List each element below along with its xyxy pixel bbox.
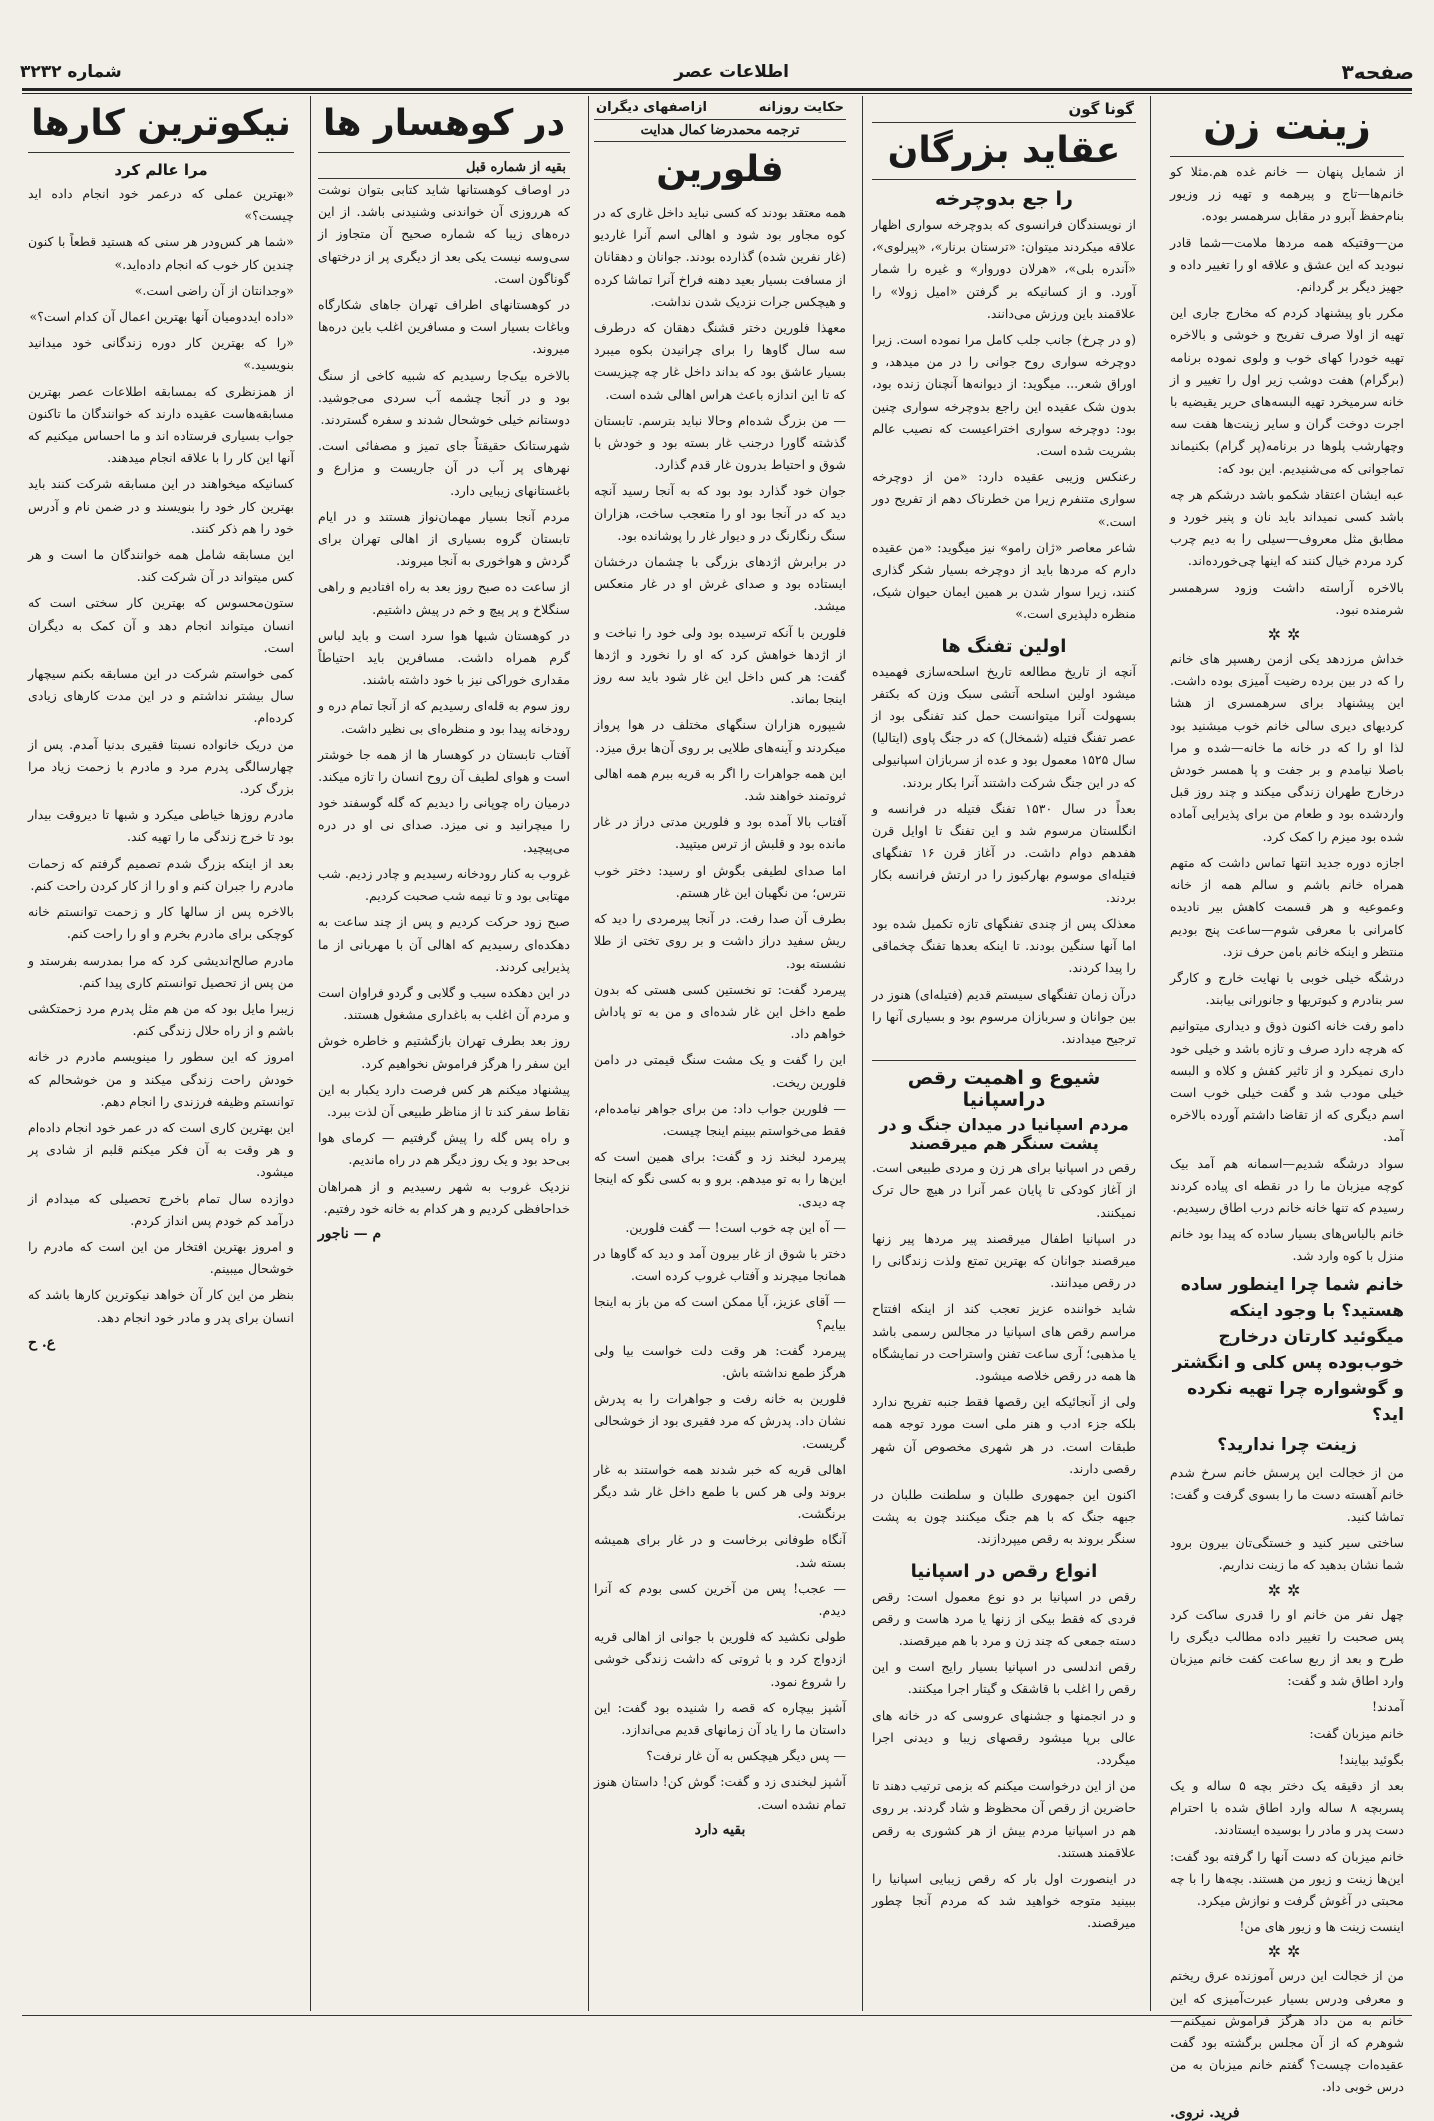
paragraph: بالاخره آراسته داشت وزود سرهمسر شرمنده نبود.: [1170, 579, 1404, 617]
paragraph: (و در چرخ) جانب جلب کامل مرا نموده است. زیرا دوچرخه سواری روح جوانی را در من میدهد، و اوراق شعر... میگوید: از دیوانه‌ها آنچنان زنده بود، بدون شک عقیده این راجع بدوچرخه سواری چنین بود: دوچرخه سواری اختراعیست که نصیب عالم بشریت شده است.: [872, 332, 1136, 459]
paragraph: من—وقتیکه همه مردها ملامت—شما قادر نبودید که این عشق و علاقه او را تغییر داده و جهیز دیگر بر گردانم.: [1170, 234, 1404, 295]
kicker-from-others: ازاصفهای دیگران: [596, 100, 707, 115]
article-body-2: [1170, 648, 1404, 1267]
column-aghayed-bozorgan: [864, 96, 1144, 2011]
paragraph: معذلک پس از چندی تفنگهای تازه تکمیل شده بود اما آنها سنگین بودند. تا اینکه بعدها تفنگ چخماقی را پیدا کردند.: [872, 915, 1136, 976]
paragraph: پیرمرد گفت: تو نخستین کسی هستی که بدون طمع داخل این غار شده‌ای و من به تو پاداش خواهم داد.: [594, 981, 846, 1042]
paragraph: آنگاه طوفانی برخاست و در غار برای همیشه بسته شد.: [594, 1532, 846, 1570]
paragraph: خداش مرزدهد یکی ازمن رهسپر های خانم را که در بین برده رضیت آمیزی بوده داشت. این پیشنهاد برای سرهمسری از هشا کردیهای دیری سالی خانم خوب میشنید بود لذا او را که در خانه ما خانه—شده و مرا باصلا نیامدم و بر جفت و پا همسر خودش درخارج طهران زندگی میکند و چند روز قبل واردشده بود و طعام من برای پذیرایی آماده شده بود میزم را کمک کرد.: [1170, 651, 1404, 844]
paragraph: آشپز بیچاره که قصه را شنیده بود گفت: این داستان ما را یاد آن زمانهای قدیم می‌اندازد.: [594, 1699, 846, 1737]
paragraph: مادرم روزها خیاطی میکرد و شبها تا دیروقت بیدار بود تا خرج زندگی ما را تهیه کند.: [28, 807, 294, 845]
paragraph: «را که بهترین کار دوره زندگانی خود میدانید بنویسید.»: [28, 335, 294, 373]
story-kicker-row: [594, 96, 846, 120]
paragraph: روز بعد بطرف تهران بازگشتیم و خاطره خوش این سفر را هرگز فراموش نخواهیم کرد.: [318, 1033, 570, 1071]
article-title-nikutarin: نیکوترین کارها: [28, 96, 294, 153]
paragraph: آفتاب تابستان در کوهسار ها از همه جا خوشتر است و هوای لطیف آن روح انسان را تازه میکند.: [318, 746, 570, 785]
paragraph: مادرم صالح‌اندیشی کرد که مرا بمدرسه بفرستد و من پس از تحصیل توانستم کاری پیدا کنم.: [28, 952, 294, 990]
article-body-rifles: [872, 661, 1136, 1050]
paragraph: خانم میزبان که دست آنها را گرفته بود گفت: این‌ها زینت و زیور من هستند. بچه‌ها را با چه محبتی در آغوش گرفت و نوازش میکرد.: [1170, 1848, 1404, 1908]
section-subtitle-spain-dance: مردم اسپانیا در میدان جنگ و در پشت سنگر هم میرقصند: [879, 1115, 1129, 1154]
article-body-1: [1170, 161, 1404, 621]
paragraph: زیبرا مایل بود که من هم مثل پدرم مرد زحمتکشی باشم و از راه حلال زندگی کنم.: [28, 1000, 294, 1039]
paragraph: بعد از دقیقه یک دختر بچه ۵ ساله و یک پسربچه ۸ ساله وارد اطاق شده با احترام دست پدر و مادر را بوسیده ایستادند.: [1170, 1777, 1404, 1838]
paragraph: اینست زینت ها و زیور های من!: [1239, 1919, 1404, 1935]
paragraph: بطرف آن صدا رفت. در آنجا پیرمردی را دید که ریش سفید دراز داشت و بر روی تختی از طلا نشسته بود.: [594, 911, 846, 971]
paragraph: درمیان راه چوپانی را دیدیم که گله گوسفند خود را میچرانید و نی میزد. صدای نی او در دره می‌پیچید.: [318, 795, 570, 855]
paragraph: من از این درخواست میکنم که بزمی ترتیب دهند تا حاضرین از رقص آن محظوظ و شاد گردند. بر روی هم در اسپانیا مردم بیش از هر کشوری به رقص علاقمند هستند.: [872, 1778, 1136, 1860]
paragraph: روز سوم به قله‌ای رسیدیم که از آنجا تمام دره و رودخانه پیدا بود و منظره‌ای بی نظیر داشت.: [318, 698, 570, 736]
article-body-4: [1170, 1604, 1404, 1939]
paragraph: من از خجالت این درس آموزنده عرق ریختم و معرفی ودرس بسیار عبرت‌آمیزی که این خانم به من داد هرگز فراموش نمیکنم—شوهرم که از آن مجلس برگشته بود گفت عقیده‌ات چیست؟ گفتم خانم میزبان به من درس خوبی داد.: [1170, 1968, 1404, 2095]
paragraph: آمدند!: [1371, 1699, 1404, 1715]
paragraph: نزدیک غروب به شهر رسیدیم و از همراهان خداحافظی کردیم و هر کدام به خانه خود رفتیم.: [318, 1178, 570, 1216]
paragraph: خانم میزبان گفت:: [1309, 1725, 1404, 1741]
paragraph: رقص اندلسی در اسپانیا بسیار رایج است و این رقص را اغلب با قاشقک و گیتار اجرا میکنند.: [872, 1659, 1136, 1697]
translator-byline: ترجمه محمدرضا کمال هدایت: [594, 120, 846, 142]
footer-rule: [22, 2015, 1412, 2016]
kicker-daily-story: حکایت روزانه: [758, 100, 844, 115]
paragraph: این مسابقه شامل همه خوانندگان ما است و هر کس میتواند در آن شرکت کند.: [28, 547, 294, 585]
paragraph: در برابرش اژدهای بزرگی با چشمان درخشان ایستاده بود و صدای غرش او در غار منعکس میشد.: [594, 554, 846, 614]
paragraph: بعد از اینکه بزرگ شدم تصمیم گرفتم که زحمات مادرم را جبران کنم و او را از کار کردن راحت کنم.: [28, 855, 294, 893]
paragraph: مردم آنجا بسیار مهمان‌نواز هستند و در ایام تابستان گروه بسیاری از اهالی تهران برای گردش و هواخوری به آنجا میروند.: [318, 508, 570, 569]
paragraph: بعداً در سال ۱۵۳۰ تفنگ فتیله در فرانسه و انگلستان مرسوم شد و این تفنگ تا اوایل قرن هفدهم دوام داشت. در آغاز قرن ۱۶ تفنگهای فتیله‌ای موسوم بهارکبوز را در ارتش فرانسه بکار بردند.: [872, 800, 1137, 905]
paragraph: پیشنهاد میکنم هر کس فرصت دارد یکبار به این نقاط سفر کند تا از مناظر طبیعی آن لذت ببرد.: [318, 1081, 570, 1119]
paragraph: و امروز بهترین افتخار من این است که مادرم را خوشحال میبینم.: [28, 1238, 294, 1277]
issue-number: شماره ۳۲۳۲: [20, 62, 122, 82]
paragraph: عبه ایشان اعتقاد شکمو باشد درشکم هر چه باشد کسی نمیداند باید نان و پنیر خورد و مطابق مثل معروف—سیلی را به دیم چرب کرد مردم خیال کنند که اینها چی‌خورده‌اند.: [1170, 486, 1404, 569]
article-byline-nikutarin: مرا عالم کرد: [114, 161, 208, 179]
masthead-rule-thin: [22, 93, 1412, 94]
article-body-nikutarin: [28, 381, 294, 1329]
masthead-rule: [22, 88, 1412, 91]
column-zinat-zan: [1162, 96, 1412, 2121]
paragraph: امروز که این سطور را مینویسم مادرم در خانه خودش راحت زندگی میکند و من خوشحالم که توانستم وظیفه فرزندی را انجام دهم.: [28, 1049, 294, 1109]
paragraph: از شمایل پنهان — خانم غده هم.مثلا کو خانم‌ها—تاج و پیرهمه و تهیه زر وزیور بنام‌حفظ آبرو در مقابل سرهمسر بوده.: [1170, 164, 1404, 224]
paragraph: درشگه خیلی خوبی با نهایت خارج و کارگر سر بنادرم و کبوتریها و جانورانی بیابند.: [1170, 969, 1404, 1008]
paragraph: پیرمرد گفت: هر وقت دلت خواست بیا ولی هرگز طمع نداشته باش.: [594, 1342, 846, 1380]
paragraph: چهل نفر من خانم او را قدری ساکت کرد پس صحبت را تغییر داده مطالب دیگری را طرح و بعد از ربع ساعت کفت خانم میزبان‌ وارد اطاق شد و گفت:: [1170, 1606, 1404, 1689]
author-signature-4: م — ناجور: [318, 1225, 382, 1242]
question-line-1: خانم شما چرا اینطور ساده هستید؟ با وجود اینکه میگوئید کارتان درخارج خوب‌بوده پس کلی و انگشتر و گوشواره چرا تهیه نکرده اید؟: [1172, 1274, 1404, 1425]
column-kuhsar: [310, 96, 578, 2011]
article-body-kuhsar: [318, 179, 570, 1220]
column-divider: [862, 96, 863, 2011]
paragraph: طولی نکشید که فلورین با جوانی از اهالی قریه ازدواج کرد و با ثروتی که داشت زندگی خوشی را شروع نمود.: [594, 1629, 846, 1689]
paragraph: رقص در اسپانیا بر دو نوع معمول است: رقص فردی که فقط بیکی از زنها یا مرد هاست و رقص دسته جمعی که چند زن و مرد با هم میرقصند.: [872, 1588, 1136, 1648]
paragraph: «شما هر کس‌ودر هر سنی که هستید قطعاً با کنون چندین کار خوب که انجام داده‌اید.»: [28, 234, 294, 272]
section-kicker-gunagun: گونا گون: [1068, 100, 1134, 118]
paragraph: دختر با شوق از غار بیرون آمد و دید که گاوها در همانجا میچرند و آفتاب غروب کرده است.: [594, 1245, 846, 1284]
separator-stars: ✲✲: [1267, 625, 1307, 645]
separator-stars-3: ✲✲: [1267, 1942, 1307, 1962]
paragraph: شهرستانک حقیقتاً جای تمیز و مصفائی است. نهرهای پر آب در آن جاریست و مزارع و باغستانهای زیبایی دارد.: [318, 438, 570, 498]
paragraph: این را گفت و یک مشت سنگ قیمتی در دامن فلورین ریخت.: [594, 1052, 846, 1090]
paragraph: از ساعت ده صبح روز بعد به راه افتادیم و راهی سنگلاخ و پر پیچ و خم در پیش داشتیم.: [318, 579, 570, 617]
paragraph: دامو رفت خانه اکنون ذوق و دیداری میتوانیم که هرچه دارد صرف و تازه باشد و خیلی خود داری نمیکرد و از تاثیر کفش و کلاه و البسه خیلی مودب شد و گفت خیلی خوب است اسم دیگری که از تقاضا داشتم آورده بالاخره آمد.: [1170, 1018, 1404, 1145]
paragraph: شیپوره هزاران سنگهای مختلف در هوا پرواز میکردند و آینه‌های طلایی بر روی آن‌ها برق میزد.: [594, 717, 846, 755]
column-divider: [1150, 96, 1151, 2011]
masthead: [20, 58, 1414, 86]
column-divider: [588, 96, 589, 2011]
article-body-5: [1170, 1965, 1404, 2098]
paragraph: ساختی سیر کنید و خستگی‌تان بیرون برود شما نشان بدهید که ما زینت نداریم.: [1170, 1535, 1404, 1573]
paragraph: اجازه دوره جدید انتها تماس داشت که متهم همراه خانم باشم و سالم همه از خانه وعموعیه و هر قسمت کاهش بیر نادیده کامرانی با معرفی شوم—ساعت پنج بودیم منتظر و اینکه خانم بامن حرف نزد.: [1170, 854, 1404, 959]
paragraph: و راه پس گله را پیش گرفتیم — کرمای هوا بی‌حد بود و یک روز دیگر هم در راه ماندیم.: [318, 1130, 570, 1168]
paragraph: شاعر معاصر «ژان رامو» نیز میگوید: «من عقیده دارم که مرد‌ها باید از دوچرخه بسیار شکر گذاری کنند، زیرا سوار شدن بر همین ایمان حیوان شیک، منظره دلپذیری است.»: [872, 539, 1136, 622]
paragraph: فلورین با آنکه ترسیده بود ولی خود را نباخت و از اژدها خواهش کرد که او را نخورد و اژدها گفت: هر کس داخل این غار شود باید سه روز اینجا بماند.: [594, 624, 846, 707]
column-divider: [310, 96, 311, 2011]
paragraph: خانم بالباس‌های بسیار ساده که پیدا بود خانم منزل با کوه وارد شد.: [1170, 1226, 1404, 1264]
paragraph: کسانیکه میخواهند در این مسابقه شرکت کنند باید بهترین کار خود را بنویسند و در ضمن نام و آدرس خود را هم ذکر کنند.: [28, 476, 294, 536]
paragraph: آشپز لبخندی زد و گفت: گوش کن! داستان هنوز تمام نشده است.: [594, 1774, 846, 1812]
article-body-spain-dance: [872, 1157, 1136, 1550]
paragraph: اما صدای لطیفی بگوش او رسید: دختر خوب نترس؛ من نگهبان این غار هستم.: [594, 862, 846, 900]
article-body-florin: [594, 202, 846, 1816]
article-body-dance-types: [872, 1586, 1136, 1935]
paragraph: — عجب! پس من آخرین کسی بودم که آنرا دیدم.: [594, 1580, 846, 1618]
section-title-first-rifles: اولین تفنگ ها: [941, 635, 1067, 657]
paragraph: — آقای عزیز، آیا ممکن است که من باز به اینجا بیایم؟: [594, 1294, 846, 1332]
paragraph: «بهترین عملی که درعمر خود انجام داده اید چیست؟»: [28, 186, 294, 224]
paragraph: دوازده سال تمام باخرج تحصیلی که میدادم از درآمد کم خودم پس انداز کردم.: [28, 1190, 294, 1228]
author-signature-1: فرید. نروی.: [1170, 2104, 1240, 2121]
section-title-spain-dance: شیوع و اهمیت رقص دراسپانیا: [872, 1060, 1136, 1111]
question-line-2: زینت چرا ندارید؟: [1217, 1434, 1357, 1455]
paragraph: همه معتقد بودند که کسی نباید داخل غاری که در کوه مجاور بود شود و اهالی اسم آنرا غاردیو (غار نفرین شده) گذارده بودند. جوانان و دهقانان از مسافت بسیار بعید دهنه فراخ آنرا تماشا کرده و هیچکس جرات نزدیک شدن نداشت.: [594, 205, 846, 309]
continued-note: بقیه دارد: [694, 1821, 746, 1838]
article-subhead-bicycle: را جع بدوچرخه: [934, 188, 1073, 210]
column-nikutarin-karha: [20, 96, 302, 2011]
paragraph: غروب به کنار رودخانه رسیدیم و چادر زدیم. شب مهتابی بود و تا نیمه شب صحبت کردیم.: [318, 865, 570, 904]
paragraph: شاید خواننده عزیز تعجب کند از اینکه افتتاح مراسم رقص های اسپانیا در مجالس رسمی باشد یا مذهبی؛ آری ساعت تفنن واستراحت در نمایشگاه ها همه در رقص خلاصه میشود.: [872, 1301, 1136, 1383]
author-signature-5: ع. ح: [28, 1334, 56, 1351]
paragraph: — من بزرگ شده‌ام وحالا نباید بترسم. تابستان گذشته گاورا درجنب غار بسته بود و خودش با شوق و احتیاط بدرون غار قدم گذارد.: [594, 412, 846, 473]
paragraph: این همه جواهرات را اگر به قریه ببرم همه اهالی ثروتمند خواهند شد.: [594, 765, 846, 804]
paragraph: بالاخره بیک‌جا رسیدیم که شبیه کاخی از سنگ بود و در آنجا چشمه آب سردی می‌جوشید. دوستانم خیلی خوشحال شدند و سفره گستردند.: [318, 367, 570, 428]
paragraph: — آه این چه خوب است! — گفت فلورین.: [625, 1219, 846, 1235]
article-body-3: [1170, 1462, 1404, 1577]
paragraph: معهذا فلورین دختر قشنگ دهقان که درطرف سه سال گاوها را برای چرانیدن بکوه میبرد بسیار عاشق بود که بداند داخل غار چه چیزیست که تا این اندازه باعث هراس اهالی شده است.: [594, 320, 846, 402]
paragraph: فلورین به خانه رفت و جواهرات را به پدرش نشان داد. پدرش که مرد فقیری بود از خوشحالی گریست.: [594, 1391, 846, 1451]
paragraph: رقص در اسپانیا برای هر زن و مردی طبیعی است. از آغاز کودکی تا پایان عمر آنرا در هیچ حال ترک نمیکنند.: [872, 1160, 1136, 1220]
paragraph: — پس دیگر هیچکس به آن غار نرفت؟: [646, 1748, 846, 1764]
paragraph: صبح زود حرکت کردیم و پس از چند ساعت به دهکده‌ای رسیدیم که اهالی آن با مهربانی از ما پذیرایی کردند.: [318, 914, 570, 974]
paragraph: در اوصاف کوهستانها شاید کتابی بتوان نوشت که هرروزی آن خواندنی وشنیدنی باشد. از این دره‌های زیبا که شماره صحیح آن متجاوز از سی‌وسه نیست یکی بعد از دیگری پر از درختهای گوناگون است.: [318, 182, 570, 286]
paragraph: در این دهکده سیب و گلابی و گردو فراوان است و مردم آن اغلب به باغداری مشغول هستند.: [318, 984, 570, 1023]
paragraph: سواد درشگه شدیم—اسمانه هم آمد بیک کوچه میزبان ما را در نقطه ای پیاده کردند رسیدم که تنها خانه خانم درب اطاق رسیدیم.: [1170, 1155, 1404, 1215]
paragraph: و در انجمنها و جشنهای عروسی که در خانه های عالی برپا میشود رقصهای زیبا و دیدنی اجرا میگردد.: [872, 1707, 1136, 1767]
article-title-kuhsar: در کوهسار ها: [318, 96, 570, 153]
page-number: صفحه۳: [1341, 60, 1414, 84]
paragraph: ستون‌محسوس که بهترین کار سختی است که انسان میتواند انجام دهد و آن کمک به دیگران است.: [28, 595, 294, 655]
paragraph: در اینصورت اول بار که رقص زیبایی اسپانیا را ببینید متوجه خواهید شد که مردم آنجا چطور میرقصند.: [872, 1871, 1136, 1931]
article-title-aghayed: عقاید بزرگان: [872, 122, 1136, 180]
paragraph: از نویسندگان فرانسوی که بدوچرخه سواری اظهار علاقه میکردند میتوان: «ترستان برنار»، «پیرلوی»، «آندره بلی»، «هرلان دوروار» و غیره را شمار آورد. و از کسانیکه بر گرفتن «امیل زولا» را علاقمند باین ورزش می‌دانند.: [872, 217, 1136, 321]
paragraph: بگوئید بیایند!: [1338, 1751, 1404, 1767]
paragraph: درآن زمان تفنگهای سیستم قدیم (فتیله‌ای) هنوز در بین جوانان و سربازان مرسوم بود و بسیاری آنها را ترجیح میدادند.: [872, 986, 1136, 1046]
column-florin: [586, 96, 854, 2011]
article-title-zinat-zan: زینت زن: [1170, 96, 1404, 157]
contest-questions: [28, 183, 294, 377]
section-title-dance-types: انواع رقص در اسپانیا: [910, 1560, 1098, 1582]
paragraph: آفتاب بالا آمده بود و فلورین مدتی دراز در غار مانده بود و قلبش از ترس میتپید.: [594, 814, 846, 852]
paragraph: اهالی قریه که خبر شدند همه خواستند به غار بروند ولی هر کس با طمع داخل غار شد دیگر برنگشت.: [594, 1461, 846, 1522]
paragraph: پیرمرد لبخند زد و گفت: برای همین است که این‌ها را به تو میدهم. برو و به کسی نگو که اینجا چه دیدی.: [594, 1149, 846, 1209]
paragraph: مکرر باو پیشنهاد کردم که مخارج جاری این تهیه از اولا صرف تفریح و خوشی و بالاخره تهیه خودرا کهای خوب و ولوی نموده برنامه (برگرام) هفت دوشب زیر اول را تغییر و از خانه سرمیخرد تهیه البسه‌های حریر یقیضیه با اجرت دوخت گران و سایر زینت‌ها هفت سه وچهارشب پلوها در برنامه(پر گرام) بکنیماند تماجوانی که می‌شنیدیم. این بود که:: [1170, 305, 1404, 476]
paragraph: رعنکس وزیبی عقیده دارد: «من از دوچرخه سواری متنفرم زیرا من خطرناک دهم از تفریح دور است.»: [872, 469, 1136, 529]
paragraph: «داده ایددومیان آنها بهترین اعمال آن کدام است؟»: [29, 309, 294, 325]
paragraph: اکنون این جمهوری طلبان و سلطنت طلبان در جبهه جنگ که با هم جنگ میکنند چون به پشت سنگر بروند به رقص میپردازند.: [872, 1486, 1136, 1547]
paragraph: در اسپانیا اطفال میرقصند پیر مرد‌ها پیر زنها میرقصند جوانان که بهترین تمتع ولذت زندگانی را در رقص میدانند.: [872, 1230, 1136, 1291]
article-title-florin: فلورین: [656, 149, 784, 190]
continued-from-previous: بقیه از شماره قبل: [318, 157, 570, 179]
paragraph: در کوهستان شبها هوا سرد است و باید لباس گرم همراه داشت. مسافرین باید احتیاطاً مقداری خوراکی نیز با خود داشته باشند.: [318, 627, 570, 688]
paragraph: کمی خواستم شرکت در این مسابقه بکنم سیچهار سال بیشتر نداشتم و در این مدت کارهای زیادی کرده‌ام.: [28, 666, 294, 726]
separator-stars-2: ✲✲: [1267, 1580, 1307, 1600]
paragraph: ولی از آنجائیکه این رقصها فقط جنبه تفریح ندارد بلکه جزء ادب و هنر ملی است مورد توجه همه طبقات است. در هر شهری مخصوص آن شهر رقصی دارند.: [872, 1394, 1136, 1476]
paragraph: جوان خود گذارد بود بود که به آنجا رسید آنچه دید که در آنجا بود او را متعجب ساخت، هزاران سنگ رنگارنگ در و دیوار غار را پوشانده بود.: [594, 483, 846, 543]
paragraph: من از خجالت این پرسش خانم سرخ شدم خانم آهسته دست ما را بسوی گرفت و گفت: تماشا کنید.: [1170, 1464, 1404, 1524]
paragraph: آنچه از تاریخ مطالعه تاریخ اسلحه‌سازی فهمیده میشود اولین اسلحه آتشی سبک وزن که بکتفر بسهولت آنرا میتوانست حمل کند تفنگی بود از عصر تفنگ فتیله (شمخال) که در جنگ پاوی (ایتالیا) سال ۱۵۲۵ معمول بود و عده از سربازان اسپانیولی که در این جنگ شرکت داشتند آنرا بکار بردند.: [872, 663, 1136, 790]
paragraph: من دریک خانواده نسبتا فقیری بدنیا آمدم. پس از چهارسالگی پدرم مرد و مادرم با زحمت زیاد مرا بزرگ کرد.: [28, 736, 294, 797]
paragraph: این بهترین کاری است که در عمر خود انجام داده‌ام و هر وقت به آن فکر میکنم قلبم از شادی پر میشود.: [28, 1119, 294, 1180]
article-body-aghayed: [872, 214, 1136, 626]
newspaper-name: اطلاعات عصر: [674, 62, 789, 82]
paragraph: از همزنظری که بمسابقه اطلاعات عصر بهترین مسابقه‌هاست عقیده دارند که خوانندگان ما تاکنون جواب بسیاری فرستاده اند و ما احساس میکنیم که آنها این کار را با علاقه انجام میدهند.: [28, 383, 294, 466]
paragraph: — فلورین جواب داد: من برای جواهر نیامده‌ام، فقط می‌خواستم ببینم اینجا چیست.: [594, 1100, 846, 1138]
paragraph: بالاخره پس از سالها کار و زحمت توانستم خانه کوچکی برای مادرم بخرم و او را راحت کنم.: [28, 904, 294, 942]
paragraph: در کوهستانهای اطراف تهران جاهای شکارگاه وباغات بسیار است و مسافرین اغلب باین دره‌ها میروند.: [318, 297, 570, 357]
paragraph: بنظر من این کار آن خواهد نیکوترین کارها باشد که انسان برای پدر و مادر خود انجام دهد.: [28, 1287, 294, 1325]
paragraph: «وجدانتان از آن راضی است.»: [134, 282, 294, 298]
